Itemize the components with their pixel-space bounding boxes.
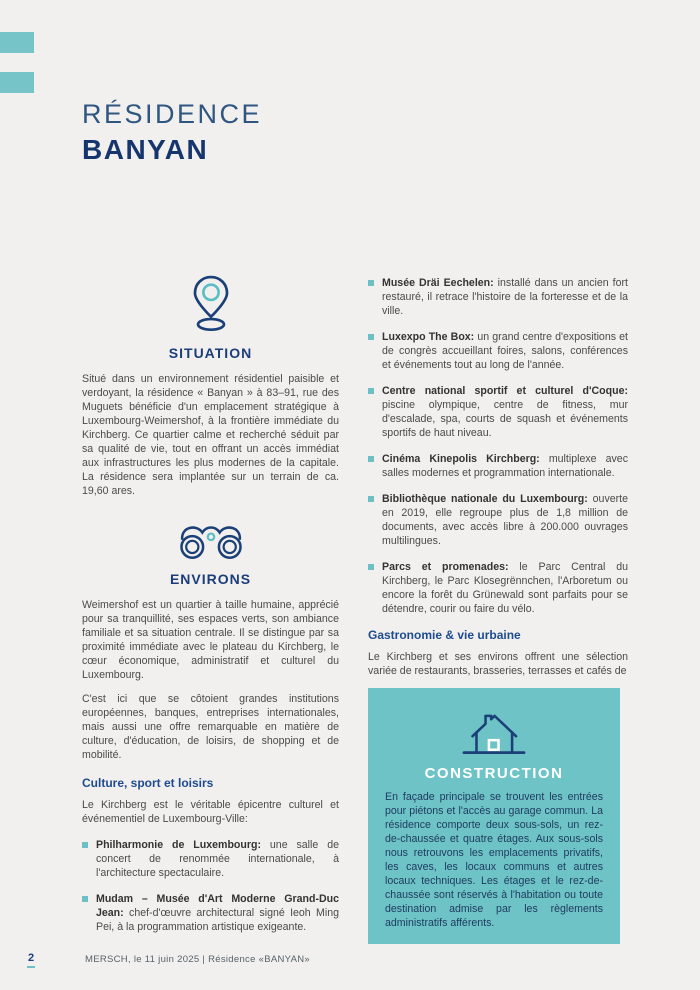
page-number: 2 <box>27 952 35 968</box>
environs-heading: ENVIRONS <box>169 571 252 587</box>
house-icon <box>385 704 603 761</box>
bullet-label: Philharmonie de Luxembourg: <box>96 839 261 851</box>
construction-heading: CONSTRUCTION <box>424 765 564 782</box>
bullet-text: Musée Dräi Eechelen: installé dans un ancien fort restauré, il retrace l'histoire de la forteresse et de la ville. <box>382 277 628 317</box>
bullet-text: Philharmonie de Luxembourg: une salle de concert de renommée internationale, à l'architecture spectaculaire. <box>96 839 339 879</box>
bullet-text: Centre national sportif et culturel d'Coque: piscine olympique, centre de fitness, mur d'escalade, spa, courts de squash et événements sportifs de haut niveau. <box>382 385 628 439</box>
bullet-text: Cinéma Kinepolis Kirchberg: multiplexe avec salles modernes et programmation internationale. <box>382 453 628 479</box>
teal-decor-bar-top <box>0 32 34 53</box>
title-banyan: BANYAN <box>82 134 209 165</box>
bullet-square-icon <box>82 842 88 848</box>
bullet-square-icon <box>368 280 374 286</box>
page-title <box>82 96 262 168</box>
construction-body: En façade principale se trouvent les entrées pour piétons et l'accès au garage commun. La résidence comporte deux sous-sols, un rez-de-chaussée et quatre étages. Aux sous-sols nous retrouvons les emplacements privatifs, les caves, les locaux communs et autres locaux techniques. Les étages et le rez-de-chaussée sont réservés à l'habitation ou toute destination admise par les règlements administratifs afférents. <box>385 791 603 929</box>
bullet-label: Bibliothèque nationale du Luxembourg: <box>382 493 588 505</box>
kirchberg-list <box>368 276 628 616</box>
bullet-label: Centre national sportif et culturel d'Coque: <box>382 385 628 397</box>
bullet-label: Cinéma Kinepolis Kirchberg: <box>382 453 540 465</box>
bullet-label: Parcs et promenades: <box>382 561 509 573</box>
teal-decor-bar-bottom <box>0 72 34 93</box>
bullet-text: Bibliothèque nationale du Luxembourg: ouverte en 2019, elle regroupe plus de 1,8 million de documents, avec accès libre à 200.000 ouvrages multilingues. <box>382 493 628 547</box>
list-item <box>368 560 628 616</box>
bullet-label: Mudam – Musée d'Art Moderne Grand-Duc Jean: <box>96 893 339 919</box>
list-item <box>368 330 628 372</box>
page-footer <box>0 952 700 972</box>
list-item <box>82 892 339 934</box>
bullet-square-icon <box>368 496 374 502</box>
bullet-square-icon <box>368 334 374 340</box>
list-item <box>368 492 628 548</box>
bullet-square-icon <box>368 564 374 570</box>
gastronomie-subheading: Gastronomie & vie urbaine <box>368 628 521 642</box>
situation-heading: SITUATION <box>168 345 253 361</box>
list-item <box>368 452 628 480</box>
gastronomie-body: Le Kirchberg et ses environs offrent une sélection variée de restaurants, brasseries, terrasses et cafés de <box>368 651 628 677</box>
bullet-square-icon <box>368 456 374 462</box>
bullet-text: Parcs et promenades: le Parc Central du Kirchberg, le Parc Klosegrënnchen, l'Arboretum ou encore la forêt du Grünewald sont parfaits pour se détendre, courir ou faire du vélo. <box>382 561 628 615</box>
construction-box <box>368 688 620 944</box>
environs-body-2: C'est ici que se côtoient grandes institutions européennes, banques, entreprises internationales, mais aussi une offre remarquable en matière de culture, d'éducation, de loisirs, de shopping et de mobilité. <box>82 693 339 761</box>
bullet-text: Mudam – Musée d'Art Moderne Grand-Duc Jean: chef-d'œuvre architectural signé Ieoh Ming Pei, à la programmation artistique exigeante. <box>96 893 339 933</box>
culture-subheading: Culture, sport et loisirs <box>82 776 214 790</box>
location-pin-icon <box>82 274 339 337</box>
bullet-square-icon <box>368 388 374 394</box>
left-column <box>82 270 339 946</box>
list-item <box>368 276 628 318</box>
list-item <box>368 384 628 440</box>
binoculars-icon <box>82 518 339 565</box>
bullet-text: Luxexpo The Box: un grand centre d'expositions et de congrès accueillant foires, salons, conférences et événements tout au long de l'année. <box>382 331 628 371</box>
situation-body: Situé dans un environnement résidentiel paisible et verdoyant, la résidence « Banyan » à 83–91, rue des Muguets bénéficie d'un emplacement stratégique à Luxembourg-Weimershof, à la frontière immédiate du Kirchberg. Ce quartier calme et recherché séduit par sa qualité de vie, tout en offrant un accès immédiat aux infrastructures les plus modernes de la capitale. La résidence sera implantée sur un terrain de ca. 19,60 ares. <box>82 373 339 497</box>
environs-body-1: Weimershof est un quartier à taille humaine, apprécié pour sa tranquillité, ses espaces verts, son ambiance familiale et sa situation centrale. Il se distingue par sa proximité immédiate avec le plateau du Kirchberg, le cœur économique, administratif et culturel du Luxembourg. <box>82 599 339 681</box>
list-item <box>82 838 339 880</box>
footer-text: MERSCH, le 11 juin 2025 | Résidence «BANYAN» <box>85 954 310 965</box>
culture-list <box>82 838 339 934</box>
title-residence: RÉSIDENCE <box>82 99 263 129</box>
bullet-label: Luxexpo The Box: <box>382 331 475 343</box>
bullet-label: Musée Dräi Eechelen: <box>382 277 494 289</box>
bullet-square-icon <box>82 896 88 902</box>
right-column <box>368 276 628 944</box>
culture-intro: Le Kirchberg est le véritable épicentre culturel et événementiel de Luxembourg-Ville: <box>82 799 339 825</box>
